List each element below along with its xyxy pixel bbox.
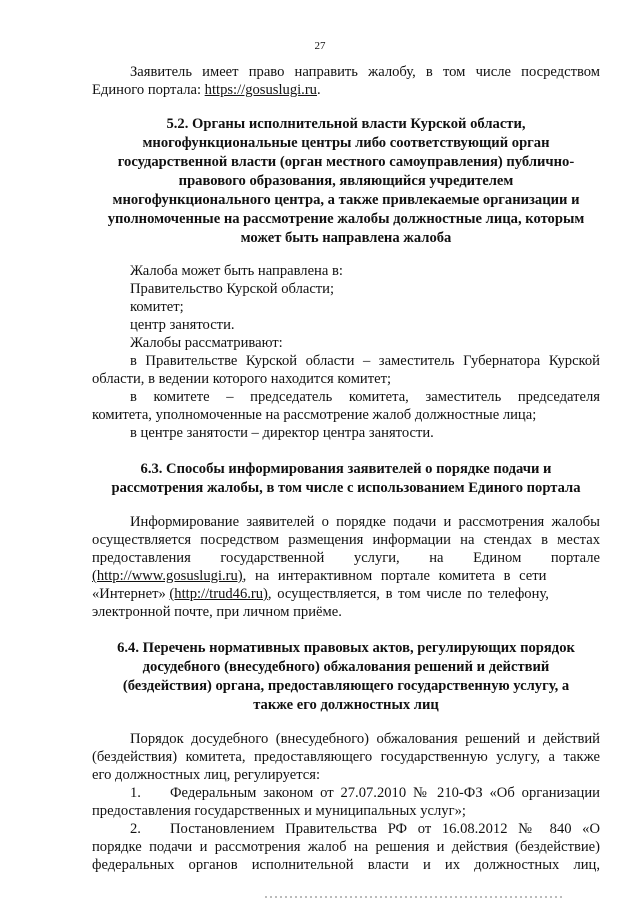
paragraph-line: комитета, уполномоченные на рассмотрение жалоб должностные лица;: [92, 407, 537, 423]
paragraph-line: [92, 567, 600, 585]
list-item-number: 2.: [130, 821, 141, 837]
heading-line: 6.4. Перечень нормативных правовых актов, регулирующих порядок: [117, 640, 575, 656]
list-item-number: 1.: [130, 785, 141, 801]
list-item-text: Постановлением Правительства РФ от 16.08.2012 № 840 «О: [170, 821, 600, 837]
intro-suffix: .: [316, 82, 321, 98]
paragraph-line: Жалоба может быть направлена в:: [130, 263, 343, 279]
intro-prefix: Единого портала:: [92, 82, 205, 98]
paragraph-line: Порядок досудебного (внесудебного) обжалования решений и действий: [130, 731, 600, 747]
heading-line: может быть направлена жалоба: [240, 230, 452, 246]
paragraph-line: в комитете – председатель комитета, заместитель председателя: [130, 389, 600, 405]
list-item-continuation: федеральных органов исполнительной власти и их должностных лиц,: [92, 857, 600, 873]
paragraph-line: центр занятости.: [130, 317, 235, 333]
intro-line-1: Заявитель имеет право направить жалобу, в том числе посредством: [130, 64, 600, 80]
paragraph-line: осуществляется посредством размещения информации на стендах в местах: [92, 532, 600, 548]
list-item-text: Федеральным законом от 27.07.2010 № 210-ФЗ «Об организации: [170, 785, 600, 801]
list-item-continuation: порядке подачи и рассмотрения жалоб на решения и действия (бездействие): [92, 839, 600, 855]
line-text: , осуществляется, в том числе по телефону,: [267, 586, 549, 602]
heading-line: уполномоченные на рассмотрение жалобы должностные лица, которым: [107, 211, 585, 227]
page-number: 27: [314, 40, 326, 52]
line-text: , на интерактивном портале комитета в сети: [242, 568, 547, 584]
paragraph-line: его должностных лиц, регулируется:: [92, 767, 321, 783]
paragraph-line: (бездействия) комитета, предоставляющего государственную услугу, а также: [92, 749, 600, 765]
paragraph-line: Жалобы рассматривают:: [130, 335, 283, 351]
heading-line: 6.3. Способы информирования заявителей о порядке подачи и: [140, 461, 552, 477]
intro-line-2: [92, 81, 600, 99]
list-item-continuation: предоставления государственных и муниципальных услуг»;: [92, 803, 466, 819]
heading-line: государственной власти (орган местного самоуправления) публично-: [117, 154, 575, 170]
paragraph-line: области, в ведении которого находится комитет;: [92, 371, 392, 387]
paragraph-line: Информирование заявителей о порядке подачи и рассмотрения жалобы: [130, 514, 600, 530]
paragraph-line: в центре занятости – директор центра занятости.: [130, 425, 434, 441]
paragraph-line: [92, 585, 600, 603]
heading-line: 5.2. Органы исполнительной власти Курской области,: [166, 116, 526, 132]
gosuslugi-www-link[interactable]: (http://www.gosuslugi.ru): [92, 568, 243, 584]
scan-artifact-dots: [265, 896, 565, 898]
heading-line: правового образования, являющийся учредителем: [178, 173, 514, 189]
paragraph-line: в Правительстве Курской области – заместитель Губернатора Курской: [130, 353, 600, 369]
heading-line: многофункционального центра, а также привлекаемые организации и: [112, 192, 580, 208]
paragraph-line: комитет;: [130, 299, 184, 315]
paragraph-line: Правительство Курской области;: [130, 281, 335, 297]
heading-line: многофункциональные центры либо соответствующий орган: [142, 135, 550, 151]
gosuslugi-link[interactable]: https://gosuslugi.ru: [204, 82, 317, 98]
paragraph-line: предоставления государственной услуги, на Едином портале: [92, 550, 600, 566]
line-text: «Интернет»: [92, 586, 170, 602]
paragraph-line: электронной почте, при личном приёме.: [92, 604, 342, 620]
trud46-link[interactable]: (http://trud46.ru): [169, 586, 268, 602]
heading-line: также его должностных лиц: [253, 697, 439, 713]
heading-line: (бездействия) органа, предоставляющего государственную услугу, а: [122, 678, 570, 694]
heading-line: досудебного (внесудебного) обжалования решений и действий: [142, 659, 550, 675]
heading-line: рассмотрения жалобы, в том числе с использованием Единого портала: [111, 480, 581, 496]
